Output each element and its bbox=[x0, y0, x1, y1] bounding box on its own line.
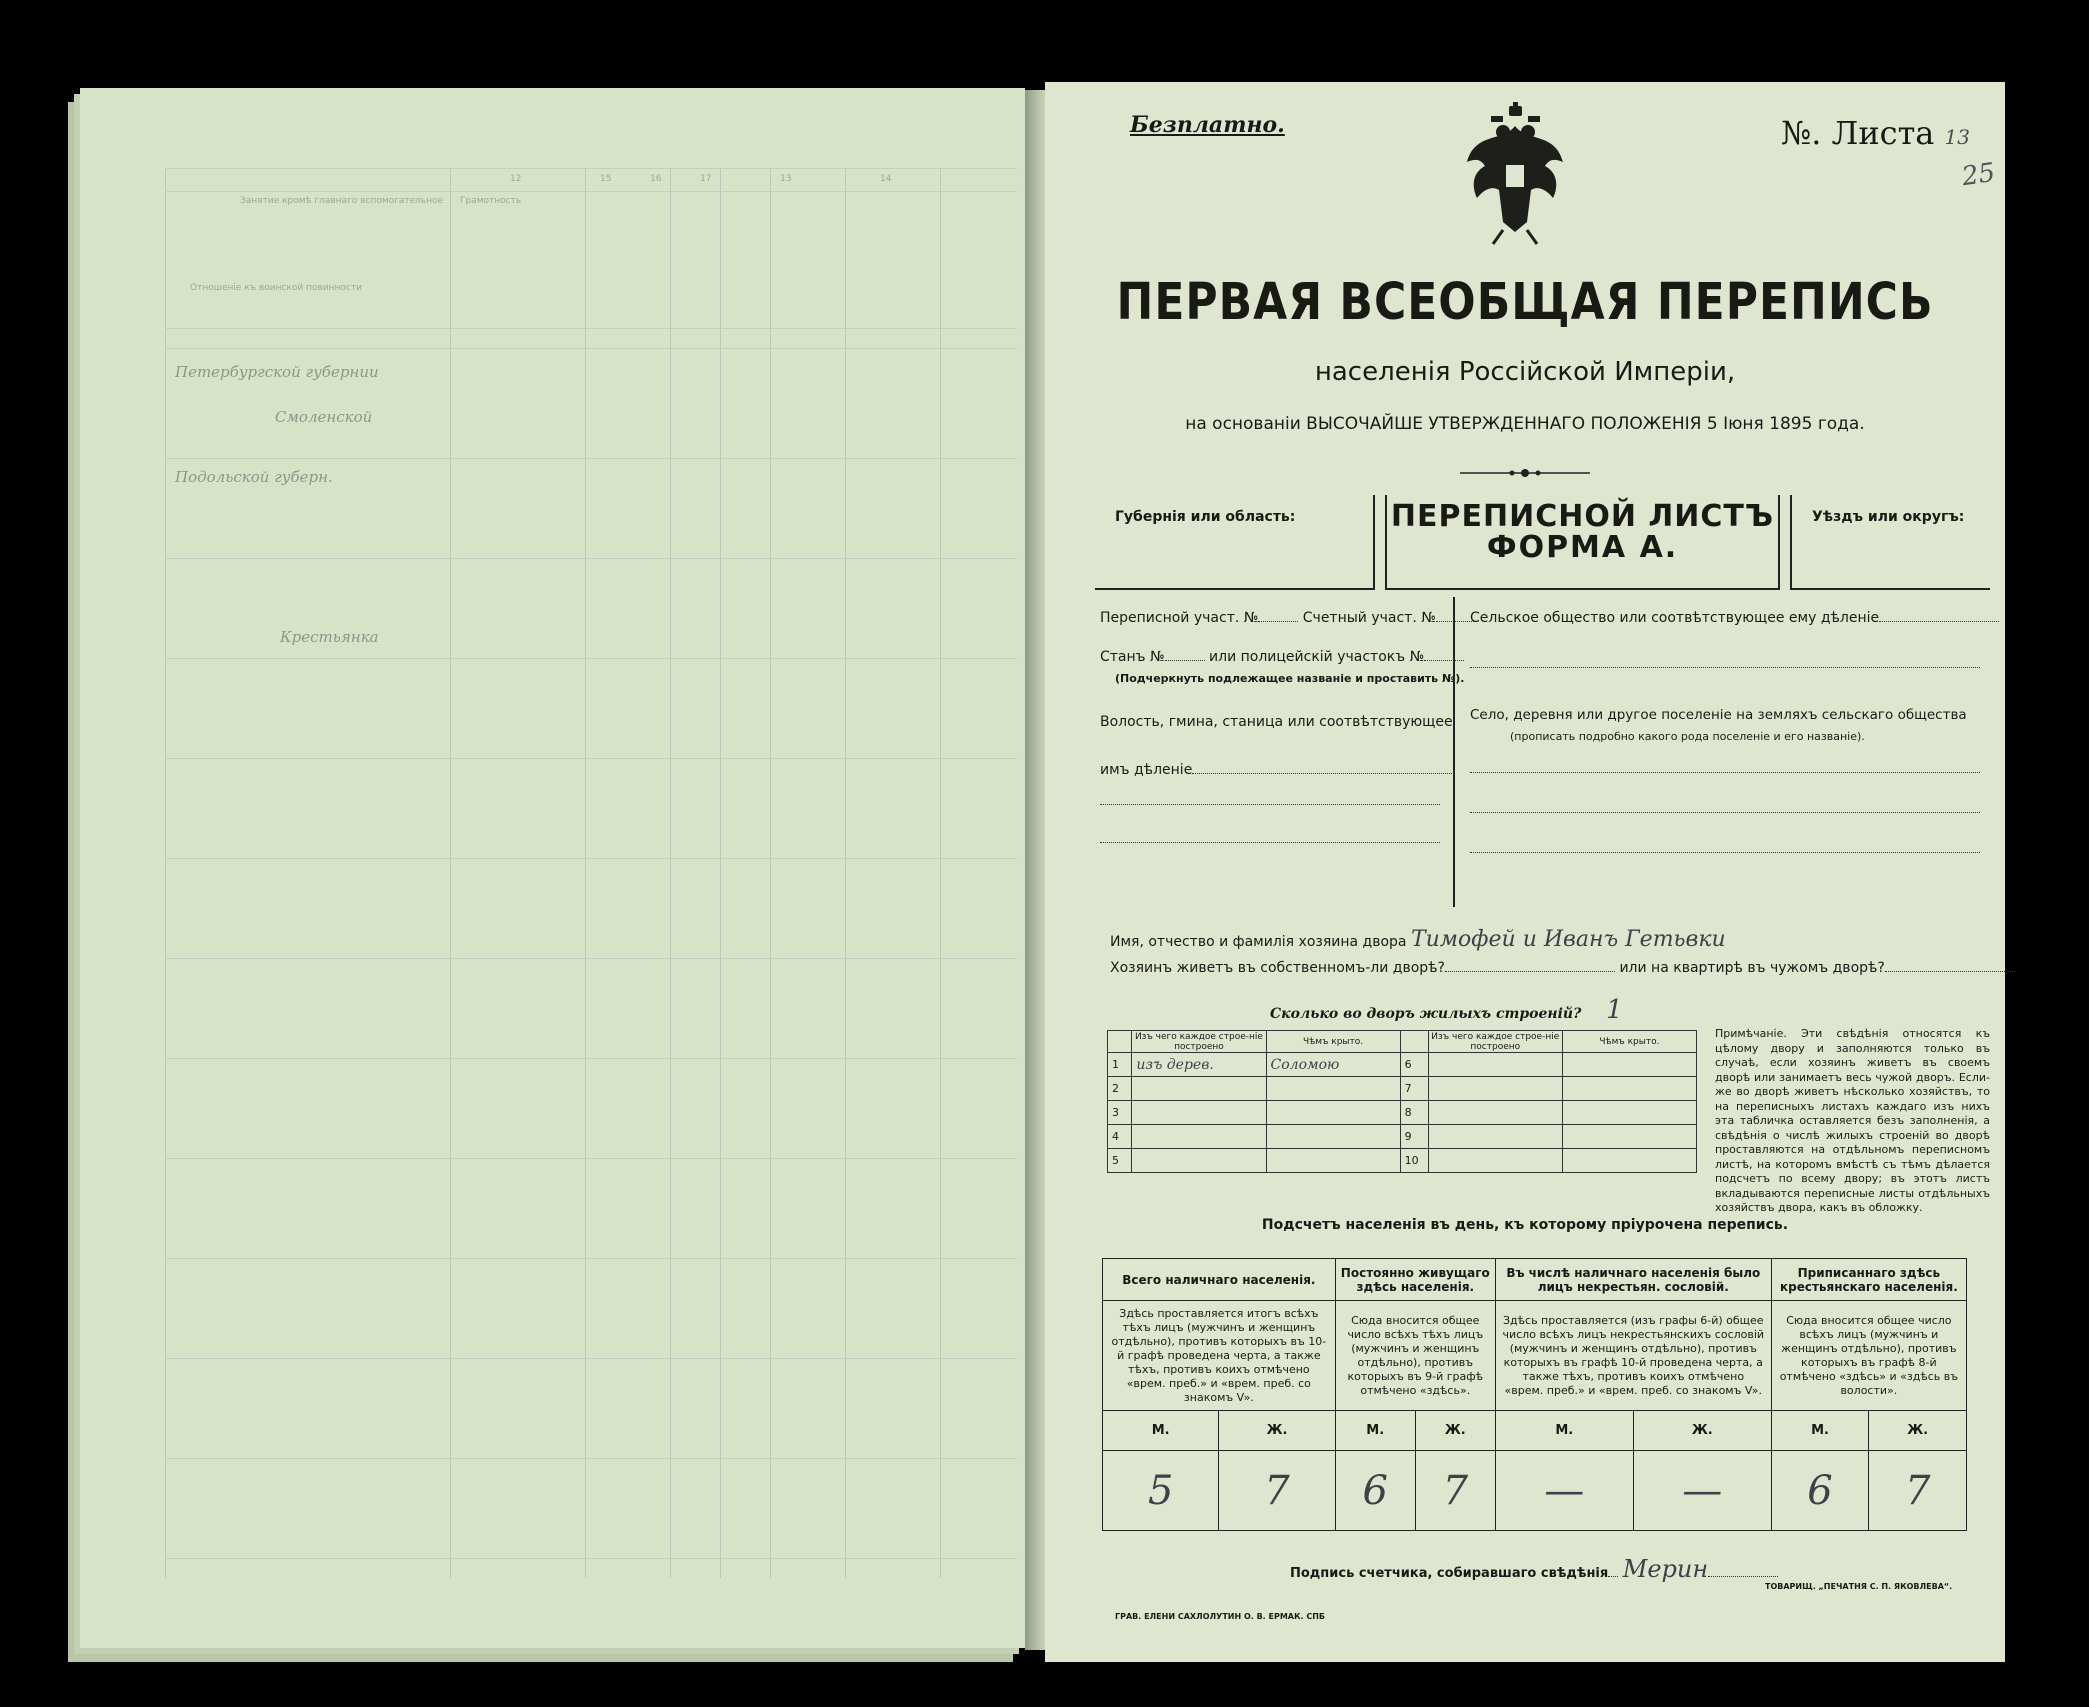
division-field: имъ дѣленіе bbox=[1100, 762, 1454, 778]
district-box bbox=[1790, 495, 1990, 590]
handwritten-entry: Подольской губерн. bbox=[175, 468, 333, 486]
sex-label: М. bbox=[1771, 1411, 1869, 1451]
form-legal-basis: на основаніи ВЫСОЧАЙШЕ УТВЕРЖДЕННАГО ПОЛОЖЕНІЯ 5 Іюня 1895 года. bbox=[1185, 414, 1865, 434]
form-subtitle: населенія Россійской Имперіи, bbox=[1314, 357, 1736, 387]
village-line bbox=[1470, 812, 1980, 813]
table-row: 3 8 bbox=[1108, 1101, 1697, 1125]
total-population-description: Здѣсь проставляется итогъ всѣхъ тѣхъ лицъ (мужчинъ и женщинъ отдѣльно), противъ которыхъ въ 10-й графѣ проведена черта, а также тѣхъ, противъ коихъ отмѣчено «врем. преб.» и «врем. преб. со знакомъ V». bbox=[1103, 1301, 1336, 1411]
signature-value: Мерин bbox=[1622, 1555, 1709, 1583]
col-roof-header: Чѣмъ крыто. bbox=[1266, 1031, 1400, 1053]
handwritten-entry: Крестьянка bbox=[280, 628, 379, 646]
row-rule bbox=[165, 1358, 1017, 1359]
column-rule bbox=[940, 168, 941, 1578]
handwritten-entry: Смоленской bbox=[275, 408, 373, 426]
row-rule bbox=[165, 458, 1017, 459]
printer-imprint: ТОВАРИЩ. „ПЕЧАТНЯ С. П. ЯКОВЛЕВА“. bbox=[1765, 1582, 1953, 1591]
column-rule bbox=[845, 168, 846, 1578]
column-header: Грамотность bbox=[460, 196, 522, 206]
row-rule bbox=[165, 328, 1017, 329]
non-peasant-description: Здѣсь проставляется (изъ графы 6-й) общее число всѣхъ лицъ некрестьянскихъ сословій (мужчинъ и женщинъ отдѣльно), противъ которыхъ въ графѣ 10-й проведена черта, а также тѣхъ, противъ коихъ отмѣчено «врем. преб.» и «врем. преб. со знакомъ V». bbox=[1495, 1301, 1771, 1411]
registered-peasant-description: Сюда вносится общее число всѣхъ лицъ (мужчинъ и женщинъ отдѣльно), противъ которыхъ въ графѣ 8-й отмѣчено «здѣсь» и «здѣсь въ волости». bbox=[1771, 1301, 1966, 1411]
sex-label: М. bbox=[1335, 1411, 1415, 1451]
buildings-count-field: Сколько во дворъ жилыхъ строеній? 1 bbox=[1270, 995, 1623, 1025]
owner-name-field: Имя, отчество и фамилія хозяина двора Тимофей и Иванъ Гетьвки bbox=[1110, 927, 1726, 952]
census-form-page bbox=[1045, 82, 2005, 1662]
note-text: Примѣчаніе. Эти свѣдѣнія относятся къ цѣлому двору и заполняются только въ случаѣ, если хозяинъ живетъ въ своемъ дворѣ или занимаетъ весь чужой дворъ. Если-же во дворѣ живетъ нѣсколько хозяйствъ, то на переписныхъ листахъ каждаго изъ нихъ эта табличка оставляется безъ заполненія, а свѣдѣнія о числѣ жилыхъ строеній во дворѣ проставляются на отдѣльномъ переписномъ листѣ, на которомъ вмѣстѣ съ тѣмъ дѣлается подсчетъ по всему двору; въ этотъ листъ вкладываются переписные листы отдѣльныхъ хозяйствъ двора, какъ въ обложку. bbox=[1715, 1027, 1990, 1214]
stan-field: Станъ № или полицейскій участокъ № bbox=[1100, 649, 1464, 665]
corner-page-number: 25 bbox=[1959, 157, 1997, 193]
column-number: 17 bbox=[700, 174, 712, 184]
village-line bbox=[1470, 772, 1980, 773]
sex-label: М. bbox=[1103, 1411, 1219, 1451]
row-rule bbox=[165, 1458, 1017, 1459]
row-rule bbox=[165, 348, 1017, 349]
printer-imprint: ГРАВ. ЕЛЕНИ САХЛОЛУТИН О. В. ЕРМАК. СПБ bbox=[1115, 1612, 1325, 1621]
population-title: Подсчетъ населенія въ день, къ которому пріурочена перепись. bbox=[1261, 1217, 1789, 1233]
decorative-divider bbox=[1460, 468, 1590, 478]
rural-society-line bbox=[1470, 667, 1980, 668]
column-rule bbox=[670, 168, 671, 1578]
sex-label: Ж. bbox=[1633, 1411, 1771, 1451]
row-rule bbox=[165, 1558, 1017, 1559]
column-header: Занятие кромѣ главнаго вспомогательное bbox=[240, 196, 444, 206]
count-value: 6 bbox=[1771, 1451, 1869, 1531]
sex-label: Ж. bbox=[1869, 1411, 1967, 1451]
buildings-count-value: 1 bbox=[1606, 995, 1623, 1025]
registered-peasant-header: Приписаннаго здѣсь крестьянскаго населенія. bbox=[1771, 1259, 1966, 1301]
table-row: 1 изъ дерев. Соломою 6 bbox=[1108, 1053, 1697, 1077]
division-line bbox=[1100, 804, 1440, 805]
sex-label: Ж. bbox=[1219, 1411, 1335, 1451]
column-number: 13 bbox=[780, 174, 792, 184]
underline-instruction: (Подчеркнуть подлежащее названіе и проставить №). bbox=[1115, 672, 1465, 685]
row-rule bbox=[165, 191, 1017, 192]
rural-society-field: Сельское общество или соотвѣтствующее ему дѣленіе bbox=[1470, 610, 1999, 626]
column-header: Отношеніе къ воинской повинности bbox=[190, 283, 362, 293]
form-a-label: ФОРМА А. bbox=[1486, 530, 1679, 565]
residence-field: Хозяинъ живетъ въ собственномъ-ли дворѣ? или на квартирѣ въ чужомъ дворѣ? bbox=[1110, 960, 2015, 976]
row-rule bbox=[165, 958, 1017, 959]
province-box bbox=[1095, 495, 1375, 590]
population-table bbox=[1102, 1258, 1967, 1531]
table-row: 5 10 bbox=[1108, 1149, 1697, 1173]
column-rule bbox=[720, 168, 721, 1578]
table-row: 4 9 bbox=[1108, 1125, 1697, 1149]
count-value: 7 bbox=[1219, 1451, 1335, 1531]
sex-label: Ж. bbox=[1415, 1411, 1495, 1451]
column-rule bbox=[165, 168, 166, 1578]
row-rule bbox=[165, 658, 1017, 659]
count-value: 5 bbox=[1103, 1451, 1219, 1531]
village-instruction: (прописать подробно какого рода поселеніе и его названіе). bbox=[1510, 730, 1865, 743]
sheet-label: №. Листа bbox=[1781, 114, 1935, 152]
owner-name-value: Тимофей и Иванъ Гетьвки bbox=[1410, 927, 1726, 952]
province-label: Губернія или область: bbox=[1115, 509, 1296, 525]
buildings-table bbox=[1107, 1030, 1697, 1173]
permanent-population-description: Сюда вносится общее число всѣхъ тѣхъ лицъ (мужчинъ и женщинъ отдѣльно), противъ которыхъ въ 9-й графѣ отмѣчено «здѣсь». bbox=[1335, 1301, 1495, 1411]
free-label: Безплатно. bbox=[1130, 112, 1285, 138]
handwritten-entry: Петербургской губернии bbox=[175, 363, 379, 381]
row-rule bbox=[165, 758, 1017, 759]
row-rule bbox=[165, 558, 1017, 559]
division-line bbox=[1100, 842, 1440, 843]
permanent-population-header: Постоянно живущаго здѣсь населенія. bbox=[1335, 1259, 1495, 1301]
imperial-eagle-emblem bbox=[1463, 102, 1568, 247]
village-field: Село, деревня или другое поселеніе на земляхъ сельскаго общества bbox=[1470, 707, 1967, 723]
village-line bbox=[1470, 852, 1980, 853]
count-value: 7 bbox=[1869, 1451, 1967, 1531]
count-value: 6 bbox=[1335, 1451, 1415, 1531]
row-rule bbox=[165, 168, 1017, 169]
column-number: 15 bbox=[600, 174, 612, 184]
row-rule bbox=[165, 858, 1017, 859]
count-value: — bbox=[1633, 1451, 1771, 1531]
total-population-header: Всего наличнаго населенія. bbox=[1103, 1259, 1336, 1301]
column-rule bbox=[770, 168, 771, 1578]
count-value: — bbox=[1495, 1451, 1633, 1531]
form-title: ПЕРВАЯ ВСЕОБЩАЯ ПЕРЕПИСЬ bbox=[1116, 273, 1934, 332]
column-rule bbox=[585, 168, 586, 1578]
column-number: 16 bbox=[650, 174, 662, 184]
volost-field: Волость, гмина, станица или соотвѣтствующее bbox=[1100, 714, 1453, 730]
district-label: Уѣздъ или округъ: bbox=[1812, 509, 1965, 525]
column-rule bbox=[450, 168, 451, 1578]
col-built-header: Изъ чего каждое строе-ніе построено bbox=[1428, 1031, 1562, 1053]
form-type-box bbox=[1385, 495, 1780, 590]
census-sheet-title: ПЕРЕПИСНОЙ ЛИСТЪ bbox=[1390, 499, 1775, 534]
row-rule bbox=[165, 1258, 1017, 1259]
sheet-number-handwritten: 13 bbox=[1944, 125, 1970, 149]
col-built-header: Изъ чего каждое строе-ніе построено bbox=[1132, 1031, 1266, 1053]
sex-label: М. bbox=[1495, 1411, 1633, 1451]
sheet-number bbox=[1781, 114, 1970, 152]
divider-line bbox=[1453, 597, 1455, 907]
signature-field: Подпись счетчика, собиравшаго свѣдѣнія Мерин bbox=[1290, 1555, 1778, 1583]
left-page bbox=[80, 88, 1025, 1648]
row-rule bbox=[165, 1058, 1017, 1059]
table-row: 2 7 bbox=[1108, 1077, 1697, 1101]
column-number: 14 bbox=[880, 174, 892, 184]
census-section-field: Переписной участ. № Счетный участ. № bbox=[1100, 610, 1476, 626]
count-value: 7 bbox=[1415, 1451, 1495, 1531]
non-peasant-header: Въ числѣ наличнаго населенія было лицъ некрестьян. сословій. bbox=[1495, 1259, 1771, 1301]
book-spine bbox=[1025, 90, 1045, 1650]
column-number: 12 bbox=[510, 174, 522, 184]
col-roof-header: Чѣмъ крыто. bbox=[1562, 1031, 1696, 1053]
row-rule bbox=[165, 1158, 1017, 1159]
